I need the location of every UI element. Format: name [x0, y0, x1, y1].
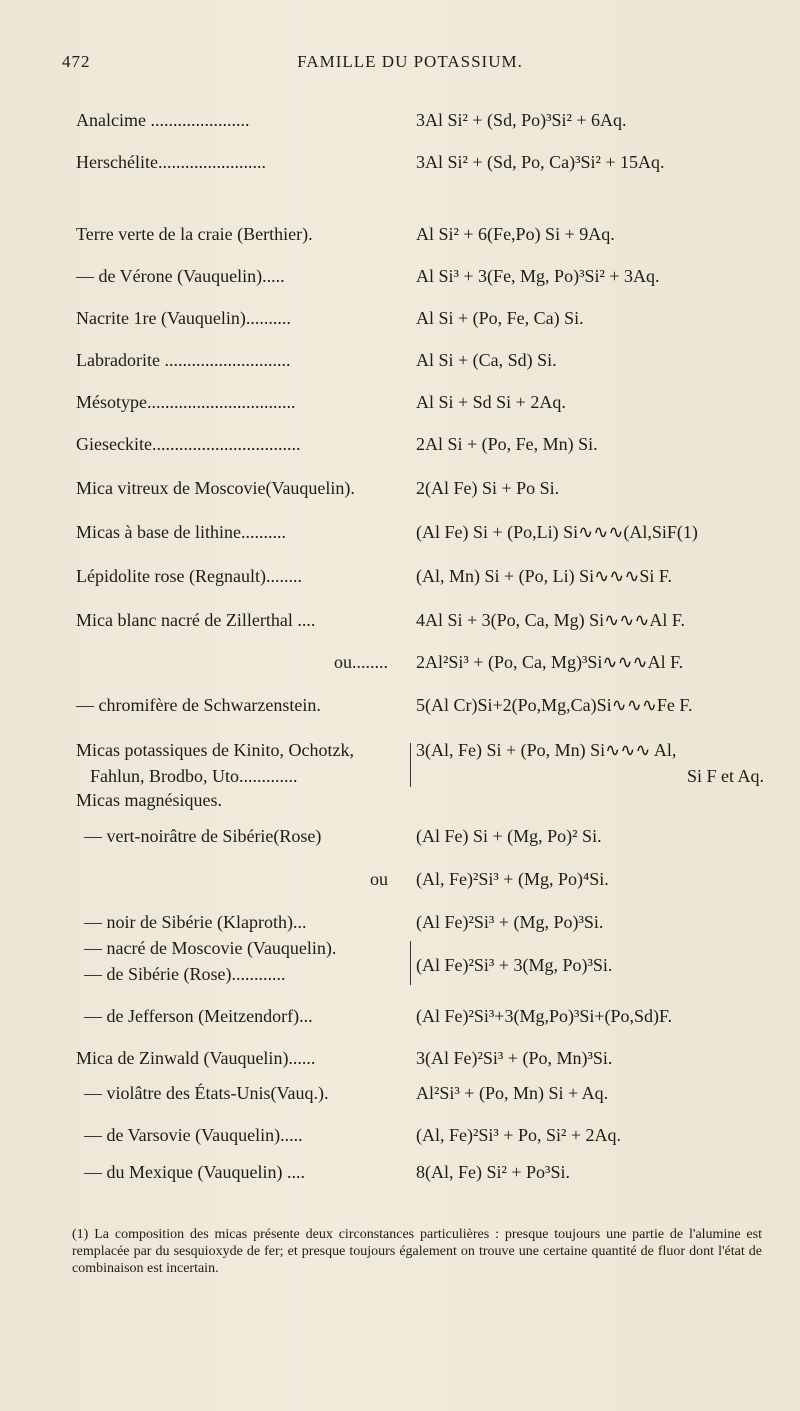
mineral-name: Nacrite 1re (Vauquelin)..........	[76, 308, 291, 328]
mineral-name: — chromifère de Schwarzenstein.	[76, 695, 321, 715]
mineral-formula: Al Si + (Ca, Sd) Si.	[416, 350, 557, 370]
table-row	[0, 478, 800, 504]
mineral-formula: 2(Al Fe) Si + Po Si.	[416, 478, 560, 498]
table-row	[0, 938, 800, 990]
mineral-formula: Al Si + (Po, Fe, Ca) Si.	[416, 308, 584, 328]
table-row	[0, 610, 800, 636]
table-row	[0, 1162, 800, 1188]
table-row	[0, 522, 800, 548]
table-row	[0, 1125, 800, 1151]
table-row	[0, 266, 800, 292]
mineral-formula: (Al Fe) Si + (Po,Li) Si∿∿∿(Al,SiF(1)	[416, 522, 698, 542]
mineral-name: Gieseckite.................................	[76, 434, 301, 454]
mineral-name: Mica blanc nacré de Zillerthal ....	[76, 610, 316, 630]
table-row	[0, 392, 800, 418]
table-row	[0, 110, 800, 136]
mineral-formula: 2Al²Si³ + (Po, Ca, Mg)³Si∿∿∿Al F.	[416, 652, 684, 672]
mineral-formula: (Al Fe)²Si³+3(Mg,Po)³Si+(Po,Sd)F.	[416, 1006, 673, 1026]
mineral-formula: 4Al Si + 3(Po, Ca, Mg) Si∿∿∿Al F.	[416, 610, 685, 630]
mineral-formula: (Al Fe)²Si³ + 3(Mg, Po)³Si.	[416, 955, 613, 975]
page-number: 472	[62, 52, 91, 71]
mineral-formula: (Al, Mn) Si + (Po, Li) Si∿∿∿Si F.	[416, 566, 672, 586]
mineral-formula: Al Si + Sd Si + 2Aq.	[416, 392, 566, 412]
mineral-formula: Al²Si³ + (Po, Mn) Si + Aq.	[416, 1083, 609, 1103]
mineral-name: Analcime ......................	[76, 110, 250, 130]
mineral-formula: 3Al Si² + (Sd, Po)³Si² + 6Aq.	[416, 110, 627, 130]
mineral-name: Micas à base de lithine..........	[76, 522, 286, 542]
mineral-name: — violâtre des États-Unis(Vauq.).	[84, 1083, 329, 1103]
mineral-name: Labradorite ............................	[76, 350, 291, 370]
mineral-formula: 2Al Si + (Po, Fe, Mn) Si.	[416, 434, 598, 454]
mineral-formula: (Al Fe) Si + (Mg, Po)² Si.	[416, 826, 602, 846]
mineral-formula: Al Si³ + 3(Fe, Mg, Po)³Si² + 3Aq.	[416, 266, 660, 286]
table-row	[0, 152, 800, 178]
mineral-formula: (Al Fe)²Si³ + (Mg, Po)³Si.	[416, 912, 604, 932]
mineral-name: — de Jefferson (Meitzendorf)...	[84, 1006, 313, 1026]
table-row	[0, 652, 800, 678]
mineral-name-continued: Fahlun, Brodbo, Uto.............	[90, 766, 298, 786]
mineral-formula: 3(Al Fe)²Si³ + (Po, Mn)³Si.	[416, 1048, 613, 1068]
mineral-formula: (Al, Fe)²Si³ + (Mg, Po)⁴Si.	[416, 869, 609, 889]
mineral-name: — vert-noirâtre de Sibérie(Rose)	[84, 826, 322, 846]
mineral-name: Terre verte de la craie (Berthier).	[76, 224, 313, 244]
mineral-name: — du Mexique (Vauquelin) ....	[84, 1162, 305, 1182]
section-title: Micas magnésiques.	[76, 790, 222, 810]
mineral-formula: 5(Al Cr)Si+2(Po,Mg,Ca)Si∿∿∿Fe F.	[416, 695, 693, 715]
table-row	[0, 1006, 800, 1032]
mineral-formula: 3Al Si² + (Sd, Po, Ca)³Si² + 15Aq.	[416, 152, 665, 172]
mineral-name: Lépidolite rose (Regnault)........	[76, 566, 302, 586]
mineral-name: Mica de Zinwald (Vauquelin)......	[76, 1048, 316, 1068]
table-row	[0, 308, 800, 334]
mineral-formula: (Al, Fe)²Si³ + Po, Si² + 2Aq.	[416, 1125, 622, 1145]
table-row	[0, 740, 800, 792]
mineral-name: Mésotype.................................	[76, 392, 296, 412]
running-title: FAMILLE DU POTASSIUM.	[297, 52, 523, 71]
mineral-name: Herschélite........................	[76, 152, 266, 172]
table-row	[0, 1083, 800, 1109]
mineral-name: — noir de Sibérie (Klaproth)...	[84, 912, 307, 932]
mineral-name: Mica vitreux de Moscovie(Vauquelin).	[76, 478, 355, 498]
mineral-formula-continued: Si F et Aq.	[686, 766, 764, 786]
table-row	[0, 434, 800, 460]
brace	[410, 743, 414, 787]
table-row	[0, 350, 800, 376]
mineral-formula: 3(Al, Fe) Si + (Po, Mn) Si∿∿∿ Al,	[416, 740, 677, 760]
mineral-formula: 8(Al, Fe) Si² + Po³Si.	[416, 1162, 570, 1182]
brace	[410, 941, 414, 985]
footnote: (1) La composition des micas présente deux circonstances particulières : presque toujours une partie de l'alumine est remplacée par du sesquioxyde de fer; et presque toujours également on trouve une certaine quantité de fluor dont l'état de combinaison est incertain.	[72, 1227, 762, 1276]
table-row	[0, 912, 800, 938]
table-row	[0, 224, 800, 250]
mineral-name-continued: — de Sibérie (Rose)............	[84, 964, 286, 984]
table-row	[0, 1048, 800, 1074]
table-row	[0, 566, 800, 592]
table-row	[0, 869, 800, 895]
mineral-name: — de Vérone (Vauquelin).....	[76, 266, 285, 286]
alternative-label: ou........	[334, 652, 388, 672]
mineral-name: — nacré de Moscovie (Vauquelin).	[84, 938, 337, 958]
mineral-name: — de Varsovie (Vauquelin).....	[84, 1125, 303, 1145]
alternative-label: ou	[370, 869, 388, 889]
table-row	[0, 695, 800, 721]
mineral-name: Micas potassiques de Kinito, Ochotzk,	[76, 740, 354, 760]
mineral-formula: Al Si² + 6(Fe,Po) Si + 9Aq.	[416, 224, 615, 244]
table-row	[0, 826, 800, 852]
